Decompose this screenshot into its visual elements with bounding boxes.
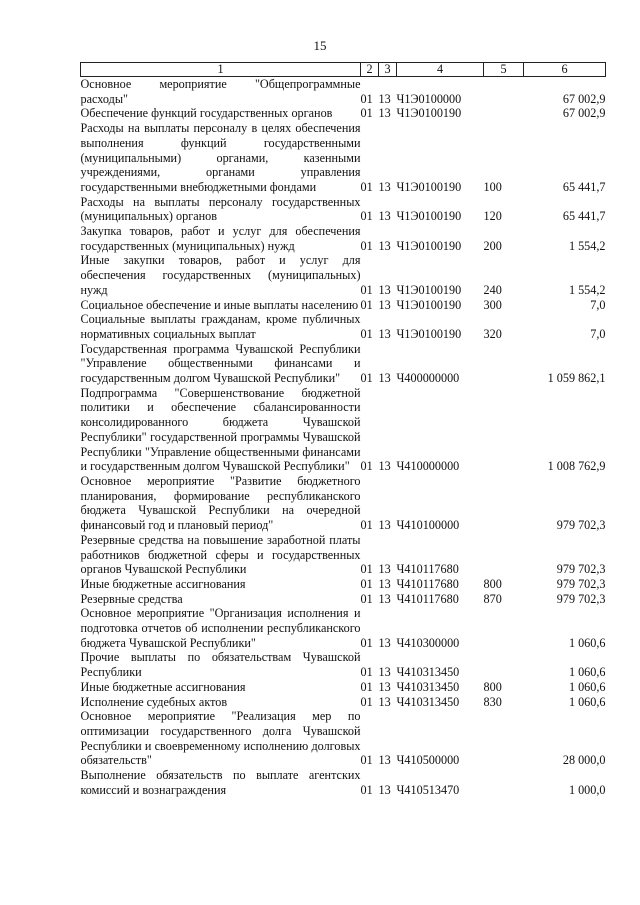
row-subsection: 13 [378, 753, 391, 768]
row-name: Подпрограмма "Совершенствование бюджетной политики и обеспечение сбалансированности консолидированного бюджета Чувашской Республики" государственной программы Чувашской Республики "Управление общественными финансами и государственным долгом Чувашской Республики" [80, 385, 361, 474]
table-row [81, 253, 606, 297]
row-target-code: Ч410313450 [396, 679, 460, 694]
row-target-code: Ч1Э0100000 [396, 91, 462, 106]
table-row [81, 606, 606, 650]
row-subsection: 13 [378, 694, 391, 709]
row-amount: 1 060,6 [568, 665, 606, 680]
row-subsection: 13 [378, 665, 391, 680]
row-target-code: Ч410100000 [396, 518, 460, 533]
row-section: 01 [360, 297, 373, 312]
row-subsection: 13 [378, 179, 391, 194]
row-amount: 979 702,3 [556, 591, 606, 606]
row-expense-type: 320 [483, 326, 502, 341]
row-amount: 1 554,2 [568, 282, 606, 297]
header-col-6: 6 [524, 63, 606, 77]
row-expense-type: 100 [483, 179, 502, 194]
row-subsection: 13 [378, 576, 391, 591]
table-row [81, 474, 606, 533]
row-amount: 1 554,2 [568, 238, 606, 253]
row-amount: 1 000,0 [568, 782, 606, 797]
row-expense-type [484, 106, 524, 121]
row-section: 01 [360, 459, 373, 474]
row-name: Основное мероприятие "Общепрограммные расходы" [80, 77, 361, 106]
table-row [81, 298, 606, 313]
row-expense-type: 800 [483, 576, 502, 591]
row-target-code: Ч1Э0100190 [396, 282, 462, 297]
row-target-code: Ч410300000 [396, 635, 460, 650]
row-expense-type: 240 [483, 282, 502, 297]
row-amount: 67 002,9 [562, 106, 606, 121]
row-section: 01 [360, 179, 373, 194]
row-name: Основное мероприятие "Организация исполнения и подготовка отчетов об исполнении республиканского бюджета Чувашской Республики" [80, 606, 361, 650]
row-subsection: 13 [378, 282, 391, 297]
row-expense-type: 300 [483, 297, 502, 312]
table-row [81, 680, 606, 695]
row-amount: 979 702,3 [556, 562, 606, 577]
header-col-5: 5 [484, 63, 524, 77]
row-expense-type [484, 533, 524, 577]
table-row [81, 312, 606, 341]
row-expense-type [484, 386, 524, 474]
row-amount: 1 060,6 [568, 635, 606, 650]
row-name: Социальные выплаты гражданам, кроме публичных нормативных социальных выплат [80, 312, 361, 341]
row-subsection: 13 [378, 518, 391, 533]
page-number: 15 [313, 38, 327, 53]
row-amount: 1 060,6 [568, 679, 606, 694]
row-subsection: 13 [378, 679, 391, 694]
row-name: Прочие выплаты по обязательствам Чувашской Республики [80, 650, 361, 680]
table-row [81, 533, 606, 577]
row-section: 01 [360, 518, 373, 533]
row-section: 01 [360, 238, 373, 253]
row-subsection: 13 [378, 371, 391, 386]
row-expense-type: 200 [483, 238, 502, 253]
row-name: Основное мероприятие "Реализация мер по оптимизации государственного долга Чувашской Республики и своевременному исполнению долговых обязательств" [80, 709, 361, 768]
row-subsection: 13 [378, 106, 391, 121]
table-row [81, 768, 606, 797]
row-name: Расходы на выплаты персоналу в целях обеспечения выполнения функций государственными (муниципальными) органами, казенными учреждениями, органами управления государственными внебюджетными фондами [80, 121, 361, 194]
table-row [81, 106, 606, 121]
row-name: Государственная программа Чувашской Республики "Управление общественными финансами и государственным долгом Чувашской Республики" [80, 341, 361, 386]
row-subsection: 13 [378, 91, 391, 106]
row-section: 01 [360, 576, 373, 591]
row-target-code: Ч1Э0100190 [396, 238, 462, 253]
row-expense-type: 870 [483, 591, 502, 606]
row-target-code: Ч400000000 [396, 371, 460, 386]
row-section: 01 [360, 694, 373, 709]
row-expense-type [484, 606, 524, 650]
row-name: Расходы на выплаты персоналу государственных (муниципальных) органов [80, 194, 361, 224]
row-name: Обеспечение функций государственных органов [80, 106, 333, 121]
budget-table [80, 62, 606, 797]
row-target-code: Ч410500000 [396, 753, 460, 768]
row-section: 01 [360, 753, 373, 768]
row-target-code: Ч410117680 [396, 562, 459, 577]
row-name: Иные закупки товаров, работ и услуг для обеспечения государственных (муниципальных) нужд [80, 253, 361, 297]
row-name: Закупка товаров, работ и услуг для обеспечения государственных (муниципальных) нужд [80, 224, 361, 253]
table-row [81, 121, 606, 195]
header-col-2: 2 [361, 63, 379, 77]
table-row [81, 342, 606, 386]
row-amount: 28 000,0 [562, 753, 606, 768]
header-col-4: 4 [397, 63, 484, 77]
row-target-code: Ч1Э0100190 [396, 106, 462, 121]
header-col-3: 3 [379, 63, 397, 77]
row-amount: 979 702,3 [556, 518, 606, 533]
row-subsection: 13 [378, 238, 391, 253]
row-section: 01 [360, 665, 373, 680]
row-target-code: Ч410117680 [396, 576, 459, 591]
row-section: 01 [360, 371, 373, 386]
row-name: Резервные средства [80, 591, 183, 606]
row-expense-type: 800 [483, 679, 502, 694]
row-name: Социальное обеспечение и иные выплаты населению [80, 297, 359, 312]
row-name: Иные бюджетные ассигнования [80, 679, 246, 694]
row-subsection: 13 [378, 326, 391, 341]
row-amount: 65 441,7 [562, 209, 606, 224]
row-expense-type: 830 [483, 694, 502, 709]
table-row [81, 77, 606, 107]
table-header-row [81, 63, 606, 77]
row-expense-type [484, 342, 524, 386]
row-target-code: Ч1Э0100190 [396, 209, 462, 224]
row-expense-type [484, 77, 524, 107]
row-target-code: Ч410313450 [396, 694, 460, 709]
row-name: Исполнение судебных актов [80, 694, 228, 709]
header-col-1: 1 [81, 63, 361, 77]
row-target-code: Ч410117680 [396, 591, 459, 606]
row-subsection: 13 [378, 782, 391, 797]
row-subsection: 13 [378, 297, 391, 312]
table-row [81, 650, 606, 679]
row-amount: 1 008 762,9 [547, 459, 606, 474]
table-row [81, 577, 606, 592]
row-target-code: Ч410513470 [396, 782, 460, 797]
row-expense-type: 120 [483, 209, 502, 224]
table-row [81, 592, 606, 607]
row-subsection: 13 [378, 635, 391, 650]
table-row [81, 386, 606, 474]
row-subsection: 13 [378, 209, 391, 224]
row-amount: 7,0 [590, 297, 606, 312]
row-section: 01 [360, 635, 373, 650]
row-section: 01 [360, 209, 373, 224]
row-expense-type [484, 650, 524, 679]
row-section: 01 [360, 282, 373, 297]
row-section: 01 [360, 562, 373, 577]
row-name: Выполнение обязательств по выплате агентских комиссий и вознаграждения [80, 768, 361, 797]
row-name: Резервные средства на повышение заработной платы работников бюджетной сферы и государственных органов Чувашской Республики [80, 532, 361, 577]
row-target-code: Ч410000000 [396, 459, 460, 474]
row-subsection: 13 [378, 459, 391, 474]
row-amount: 65 441,7 [562, 179, 606, 194]
row-section: 01 [360, 91, 373, 106]
row-amount: 1 059 862,1 [547, 371, 606, 386]
row-section: 01 [360, 106, 373, 121]
row-expense-type [484, 709, 524, 768]
table-row [81, 224, 606, 253]
row-amount: 979 702,3 [556, 576, 606, 591]
row-section: 01 [360, 591, 373, 606]
row-subsection: 13 [378, 591, 391, 606]
row-amount: 7,0 [590, 326, 606, 341]
row-amount: 1 060,6 [568, 694, 606, 709]
row-subsection: 13 [378, 562, 391, 577]
table-row [81, 709, 606, 768]
row-name: Иные бюджетные ассигнования [80, 576, 246, 591]
row-section: 01 [360, 679, 373, 694]
row-target-code: Ч1Э0100190 [396, 179, 462, 194]
row-amount: 67 002,9 [562, 91, 606, 106]
row-target-code: Ч1Э0100190 [396, 297, 462, 312]
row-section: 01 [360, 326, 373, 341]
row-section: 01 [360, 782, 373, 797]
row-expense-type [484, 474, 524, 533]
row-target-code: Ч1Э0100190 [396, 326, 462, 341]
row-expense-type [484, 768, 524, 797]
table-row [81, 695, 606, 710]
row-name: Основное мероприятие "Развитие бюджетного планирования, формирование республиканского бюджета Чувашской Республики на очередной финансовый год и плановый период" [80, 473, 361, 533]
row-target-code: Ч410313450 [396, 665, 460, 680]
table-row [81, 195, 606, 224]
